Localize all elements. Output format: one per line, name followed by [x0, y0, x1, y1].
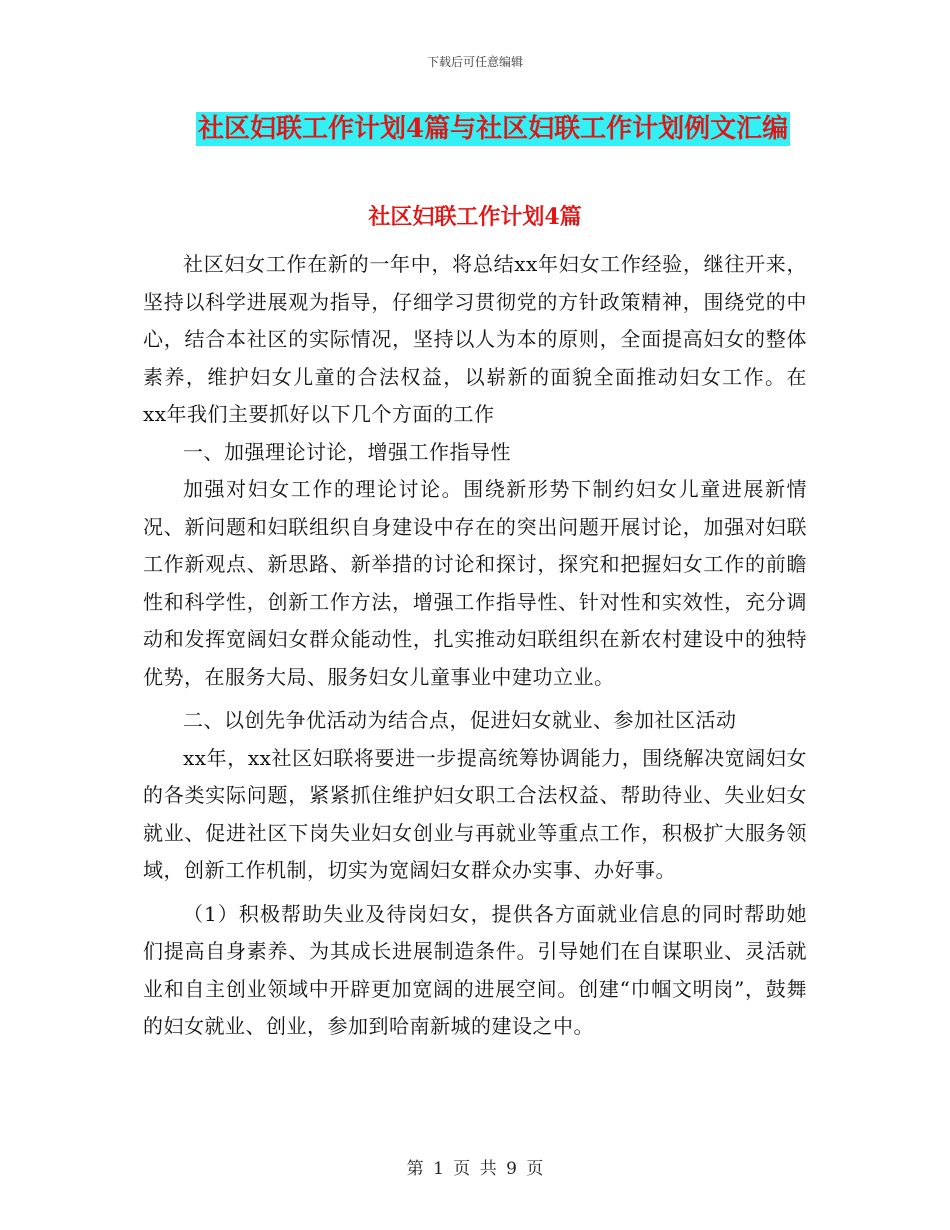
paragraph-intro: 社区妇女工作在新的一年中，将总结xx年妇女工作经验，继往开来，坚持以科学进展观为指导，仔细学习贯彻党的方针政策精神，围绕党的中心，结合本社区的实际情况，坚持以人为本的原则，全面提高妇女的整体素养，维护妇女儿童的合法权益，以崭新的面貌全面推动妇女工作。在 xx年我们主要抓好以下几个方面的工作: [143, 252, 807, 426]
section-title: 社区妇联工作计划4篇: [368, 204, 582, 230]
document-body: [143, 246, 807, 1046]
heading-one: 一、加强理论讨论，增强工作指导性: [183, 439, 511, 464]
paragraph-theory: 加强对妇女工作的理论讨论。围绕新形势下制约妇女儿童进展新情况、新问题和妇联组织自身建设中存在的突出问题开展讨论，加强对妇联工作新观点、新思路、新举措的讨论和探讨，探究和把握妇女工作的前瞻性和科学性，创新工作方法，增强工作指导性、针对性和实效性，充分调动和发挥宽阔妇女群众能动性，扎实推动妇联组织在新农村建设中的独特优势，在服务大局、服务妇女儿童事业中建功立业。: [143, 477, 807, 689]
paragraph-item-one: （1）积极帮助失业及待岗妇女，提供各方面就业信息的同时帮助她们提高自身素养、为其成长进展制造条件。引导她们在自谋职业、灵活就业和自主创业领域中开辟更加宽阔的进展空间。创建“巾帼文明岗”，鼓舞的妇女就业、创业，参加到哈南新城的建设之中。: [143, 901, 807, 1038]
heading-two: 二、以创先争优活动为结合点，促进妇女就业、参加社区活动: [183, 708, 737, 732]
paragraph-employment: xx年，xx社区妇联将要进一步提高统筹协调能力，围绕解决宽阔妇女的各类实际问题，紧紧抓住维护妇女职工合法权益、帮助待业、失业妇女就业、促进社区下岗失业妇女创业与再就业等重点工作，积极扩大服务领域，创新工作机制，切实为宽阔妇女群众办实事、办好事。: [143, 745, 807, 882]
document-title: 社区妇联工作计划4篇与社区妇联工作计划例文汇编: [198, 114, 789, 144]
header-note: 下载后可任意编辑: [426, 55, 523, 69]
page-footer: 第 1 页 共 9 页: [406, 1159, 544, 1179]
